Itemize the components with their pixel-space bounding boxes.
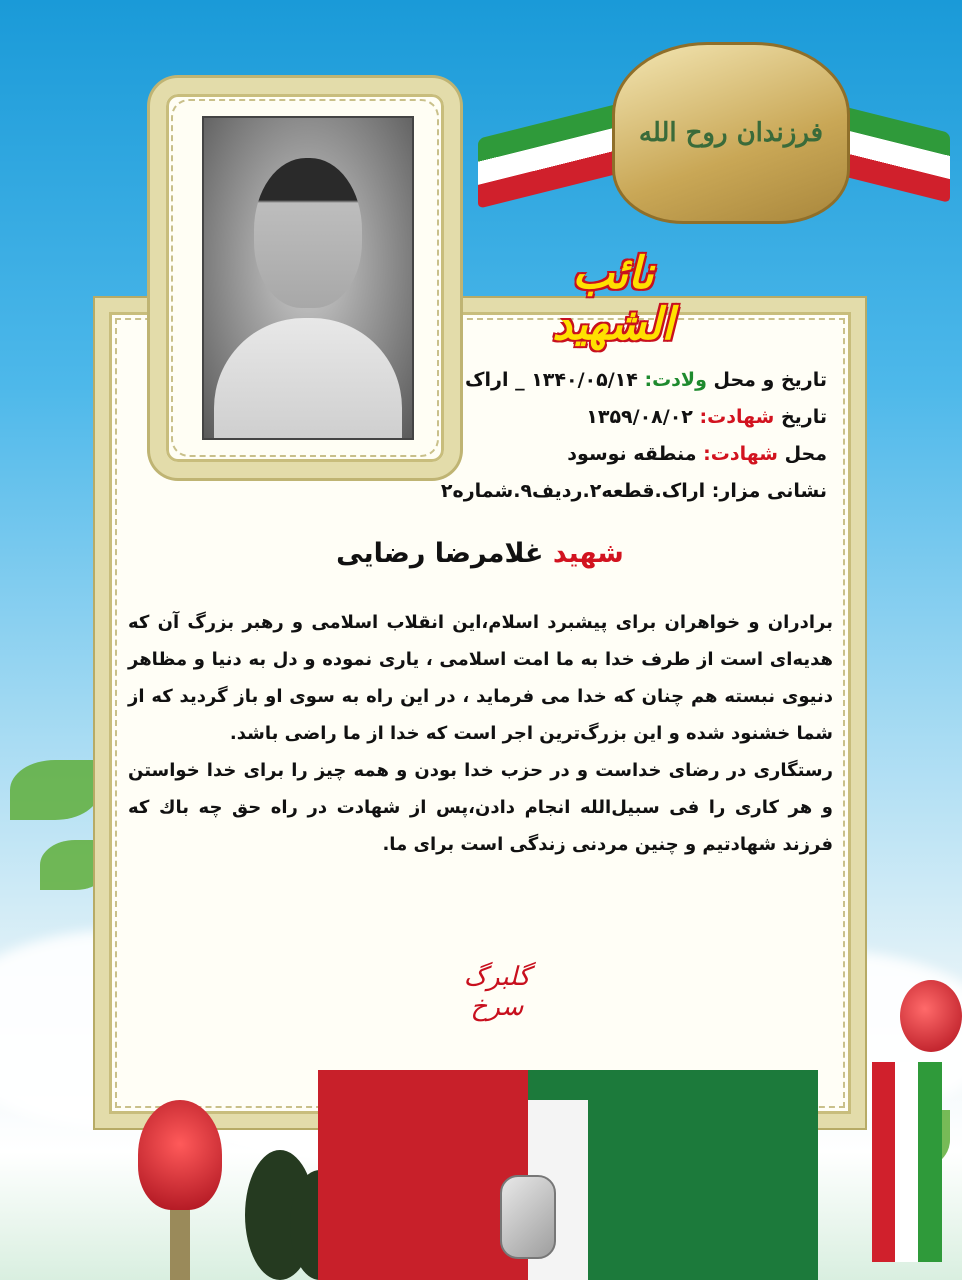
dog-tag-icon: [500, 1175, 556, 1259]
birth-value: ۱۳۴۰/۰۵/۱۴ _ اراک: [465, 369, 645, 391]
martyr-date-row: [387, 399, 827, 436]
iran-flag-bottom: [872, 1062, 942, 1262]
martyr-place-label: محل: [777, 443, 827, 465]
name-text: غلامرضا رضایی: [336, 538, 553, 569]
grave-row: [387, 473, 827, 510]
testament-paragraph: برادران و خواهران برای پیشبرد اسلام،این انقلاب اسلامی و رهبر بزرگ آن که هدیه‌ای است از طرف خدا به ما امت اسلامی ، یاری نموده و دل به دنیا و مظاهر دنیوی نبسته هم چنان که خدا می فرماید ، در این راه به سوی او باز گردید که از شما خشنود شده و این بزرگ‌ترین اجر است که خدا از ما راضی باشد.: [128, 612, 833, 744]
grave-value: اراک.قطعه۲.ردیف۹.شماره۲: [440, 480, 712, 502]
naeb-shahid-title: نائب الشهید: [552, 248, 674, 350]
tulip-monument-icon: [138, 1100, 222, 1210]
martyr-place-label-highlight: شهادت:: [703, 443, 778, 465]
martyr-date-label: تاریخ: [774, 406, 827, 428]
testament-text: [128, 604, 833, 863]
martyr-portrait: [202, 116, 414, 440]
red-rose-icon: [900, 980, 962, 1052]
coffin-red-stripe: [318, 1070, 528, 1280]
martyr-date-label-highlight: شهادت:: [699, 406, 775, 428]
emblem-text: فرزندان روح الله: [638, 118, 824, 148]
testament-paragraph: رستگاری در رضای خداست و در حزب خدا بودن و همه چیز را برای خدا خواستن و هر کاری را فی سبیل‌الله انجام دادن،پس از شهادت در راه حق چه باك كه فرزند شهادتیم و چنین مردنی زندگی است برای ما.: [128, 760, 833, 855]
tulip-monument-stem: [170, 1200, 190, 1280]
martyr-place-row: [387, 436, 827, 473]
portrait-shoulders: [214, 318, 402, 438]
grave-label: نشانی مزار:: [711, 480, 827, 502]
calligraphy-emblem: [612, 42, 850, 224]
martyr-place-value: منطقه نوسود: [567, 443, 704, 465]
portrait-head: [254, 158, 362, 308]
birth-row: [387, 362, 827, 399]
birth-label-highlight: ولادت:: [644, 369, 707, 391]
martyr-name: [95, 538, 865, 569]
birth-label: تاریخ و محل: [706, 369, 827, 391]
signature-logo: گلبرگ سرخ: [463, 962, 531, 1022]
martyr-info: [387, 362, 827, 510]
name-prefix: شهید: [552, 538, 624, 569]
martyr-date-value: ۱۳۵۹/۰۸/۰۲: [586, 406, 700, 428]
leaf-decoration: [10, 760, 100, 820]
